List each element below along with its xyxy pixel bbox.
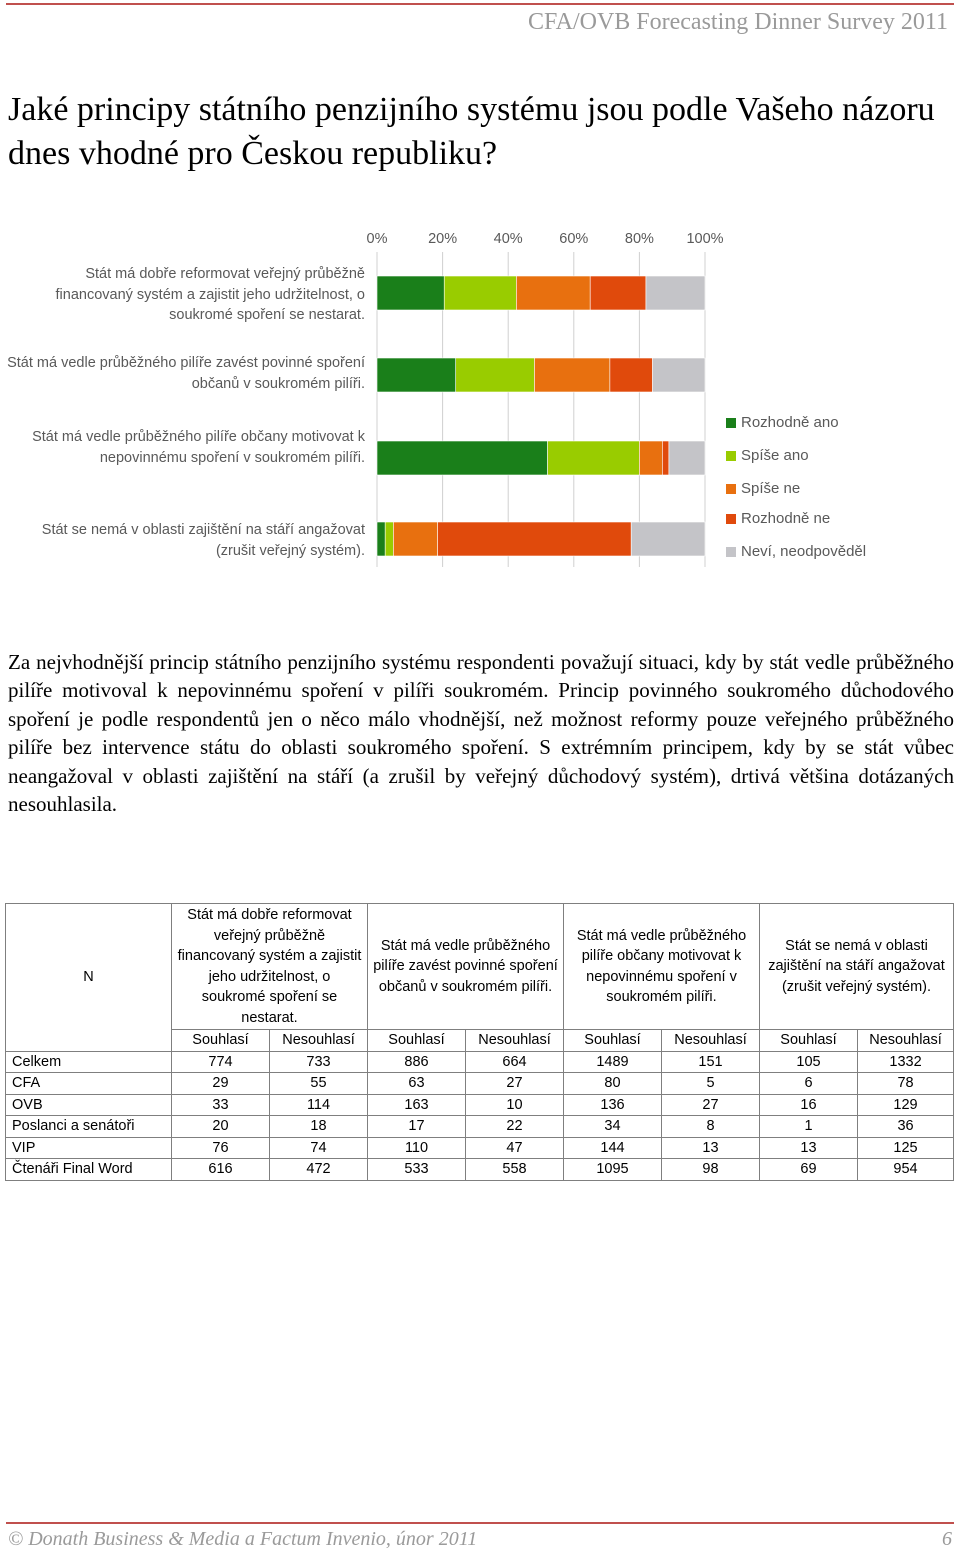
bar-segment	[377, 441, 548, 475]
table-cell: 18	[270, 1116, 368, 1138]
column-header: Stát má dobře reformovat veřejný průběžně financovaný systém a zajistit jeho udržitelnost, o soukromé spoření se nestarat.	[172, 904, 368, 1030]
table-cell: 5	[662, 1073, 760, 1095]
bar-segment	[590, 276, 646, 310]
legend-item	[726, 447, 809, 464]
legend-label: Neví, neodpověděl	[741, 543, 867, 560]
table-cell: 16	[760, 1094, 858, 1116]
table-row	[6, 1137, 954, 1159]
x-tick-label: 0%	[366, 231, 388, 247]
column-header: Stát se nemá v oblasti zajištění na stáří angažovat (zrušit veřejný systém).	[760, 904, 954, 1030]
subheader-disagree: Nesouhlasí	[662, 1030, 760, 1052]
table-cell: 63	[368, 1073, 466, 1095]
bar-segment	[377, 358, 456, 392]
row-label: Čtenáři Final Word	[6, 1159, 172, 1181]
summary-paragraph: Za nejvhodnější princip státního penzijního systému respondenti považují situaci, kdy by stát vedle průběžného pilíře motivoval k nepovinnému spoření v pilíři soukromém. Princip povinného soukromého důchodového spoření je podle respondentů jen o něco málo vhodnější, než možnost reformy pouze veřejného průběžného pilíře bez intervence státu do oblasti soukromého spoření. S extrémním principem, kdy by se stát vůbec neangažoval v oblasti zajištění na stáří (a zrušil by veřejný důchodový systém), drtivá většina dotázaných nesouhlasila.	[8, 650, 954, 817]
row-label: OVB	[6, 1094, 172, 1116]
table-cell: 74	[270, 1137, 368, 1159]
table-cell: 110	[368, 1137, 466, 1159]
row-label: VIP	[6, 1137, 172, 1159]
table-cell: 733	[270, 1051, 368, 1073]
table-cell: 47	[466, 1137, 564, 1159]
table-cell: 55	[270, 1073, 368, 1095]
category-label-1: Stát má vedle průběžného pilíře zavést povinné spoření občanů v soukromém pilíři.	[7, 355, 365, 392]
running-header: CFA/OVB Forecasting Dinner Survey 2011	[528, 9, 948, 35]
table-cell: 17	[368, 1116, 466, 1138]
table-cell: 886	[368, 1051, 466, 1073]
table-cell: 954	[858, 1159, 954, 1181]
table-cell: 472	[270, 1159, 368, 1181]
x-tick-label: 60%	[559, 231, 589, 247]
page-footer	[6, 1522, 954, 1554]
bar-segment	[548, 441, 640, 475]
table-row	[6, 1051, 954, 1073]
x-tick-label: 80%	[624, 231, 654, 247]
category-label-2: Stát má vedle průběžného pilíře občany motivovat k nepovinnému spoření v soukromém pilíři.	[32, 429, 365, 466]
x-tick-label: 100%	[686, 231, 724, 247]
bar-segment	[377, 276, 444, 310]
table-cell: 29	[172, 1073, 270, 1095]
legend-item	[726, 480, 800, 497]
table-row	[6, 1094, 954, 1116]
table-cell: 33	[172, 1094, 270, 1116]
table-cell: 616	[172, 1159, 270, 1181]
stacked-bar-chart	[0, 222, 960, 582]
bar-segment	[516, 276, 590, 310]
bar-segment	[653, 358, 705, 392]
legend-item	[726, 543, 866, 560]
table-cell: 27	[466, 1073, 564, 1095]
bar-segment	[639, 441, 662, 475]
page-number: 6	[942, 1528, 952, 1550]
table-row	[6, 1073, 954, 1095]
bar-segment	[438, 522, 632, 556]
table-cell: 13	[662, 1137, 760, 1159]
table-cell: 558	[466, 1159, 564, 1181]
bar-segment	[631, 522, 705, 556]
table-cell: 27	[662, 1094, 760, 1116]
table-cell: 78	[858, 1073, 954, 1095]
category-label-0: Stát má dobře reformovat veřejný průběžně financovaný systém a zajistit jeho udržitelnost, o soukromé spoření se nestarat.	[55, 266, 365, 323]
row-label: Poslanci a senátoři	[6, 1116, 172, 1138]
subheader-disagree: Nesouhlasí	[858, 1030, 954, 1052]
table-cell: 34	[564, 1116, 662, 1138]
bar-segment	[377, 522, 385, 556]
legend-item	[726, 510, 830, 527]
bar-segment	[662, 441, 669, 475]
header-rule	[6, 3, 954, 5]
bar-segment	[456, 358, 535, 392]
table-cell: 98	[662, 1159, 760, 1181]
table-cell: 22	[466, 1116, 564, 1138]
table-cell: 80	[564, 1073, 662, 1095]
table-cell: 664	[466, 1051, 564, 1073]
x-tick-label: 20%	[428, 231, 458, 247]
subheader-agree: Souhlasí	[172, 1030, 270, 1052]
bar-segment	[534, 358, 609, 392]
legend-swatch	[726, 484, 736, 494]
table-cell: 8	[662, 1116, 760, 1138]
category-label-3: Stát se nemá v oblasti zajištění na stáří angažovat (zrušit veřejný systém).	[41, 522, 365, 559]
footer-copyright: © Donath Business & Media a Factum Invenio, únor 2011	[8, 1528, 478, 1550]
table-cell: 20	[172, 1116, 270, 1138]
table-cell: 6	[760, 1073, 858, 1095]
table-corner-n: N	[6, 904, 172, 1052]
table-header-row	[6, 904, 954, 1030]
legend-label: Spíše ne	[741, 480, 801, 497]
subheader-agree: Souhlasí	[564, 1030, 662, 1052]
bar-segment	[610, 358, 653, 392]
table-cell: 163	[368, 1094, 466, 1116]
table-cell: 151	[662, 1051, 760, 1073]
table-cell: 129	[858, 1094, 954, 1116]
column-header: Stát má vedle průběžného pilíře občany motivovat k nepovinnému spoření v soukromém pilíři.	[564, 904, 760, 1030]
table-cell: 144	[564, 1137, 662, 1159]
legend-swatch	[726, 514, 736, 524]
table-cell: 136	[564, 1094, 662, 1116]
bar-segment	[646, 276, 705, 310]
table-cell: 533	[368, 1159, 466, 1181]
legend-swatch	[726, 418, 736, 428]
table-cell: 1332	[858, 1051, 954, 1073]
results-table	[5, 903, 953, 1181]
table-row	[6, 1159, 954, 1181]
table-cell: 114	[270, 1094, 368, 1116]
bar-segment	[393, 522, 437, 556]
bar-segment	[669, 441, 705, 475]
subheader-disagree: Nesouhlasí	[466, 1030, 564, 1052]
table-cell: 10	[466, 1094, 564, 1116]
x-tick-label: 40%	[493, 231, 523, 247]
legend-label: Spíše ano	[741, 447, 809, 464]
table-cell: 1	[760, 1116, 858, 1138]
legend-item	[726, 414, 839, 431]
table-cell: 1095	[564, 1159, 662, 1181]
legend-label: Rozhodně ne	[741, 510, 831, 527]
table-cell: 105	[760, 1051, 858, 1073]
table-row	[6, 1116, 954, 1138]
legend-swatch	[726, 547, 736, 557]
table-cell: 125	[858, 1137, 954, 1159]
bar-segment	[385, 522, 393, 556]
subheader-disagree: Nesouhlasí	[270, 1030, 368, 1052]
subheader-agree: Souhlasí	[368, 1030, 466, 1052]
legend-swatch	[726, 451, 736, 461]
row-label: CFA	[6, 1073, 172, 1095]
row-label: Celkem	[6, 1051, 172, 1073]
table-cell: 69	[760, 1159, 858, 1181]
subheader-agree: Souhlasí	[760, 1030, 858, 1052]
legend-label: Rozhodně ano	[741, 414, 839, 431]
table-cell: 13	[760, 1137, 858, 1159]
table-cell: 1489	[564, 1051, 662, 1073]
table-cell: 36	[858, 1116, 954, 1138]
table-cell: 774	[172, 1051, 270, 1073]
bar-segment	[444, 276, 516, 310]
column-header: Stát má vedle průběžného pilíře zavést povinné spoření občanů v soukromém pilíři.	[368, 904, 564, 1030]
table-cell: 76	[172, 1137, 270, 1159]
page-title: Jaké principy státního penzijního systému jsou podle Vašeho názoru dnes vhodné pro Českou republiku?	[8, 91, 935, 172]
